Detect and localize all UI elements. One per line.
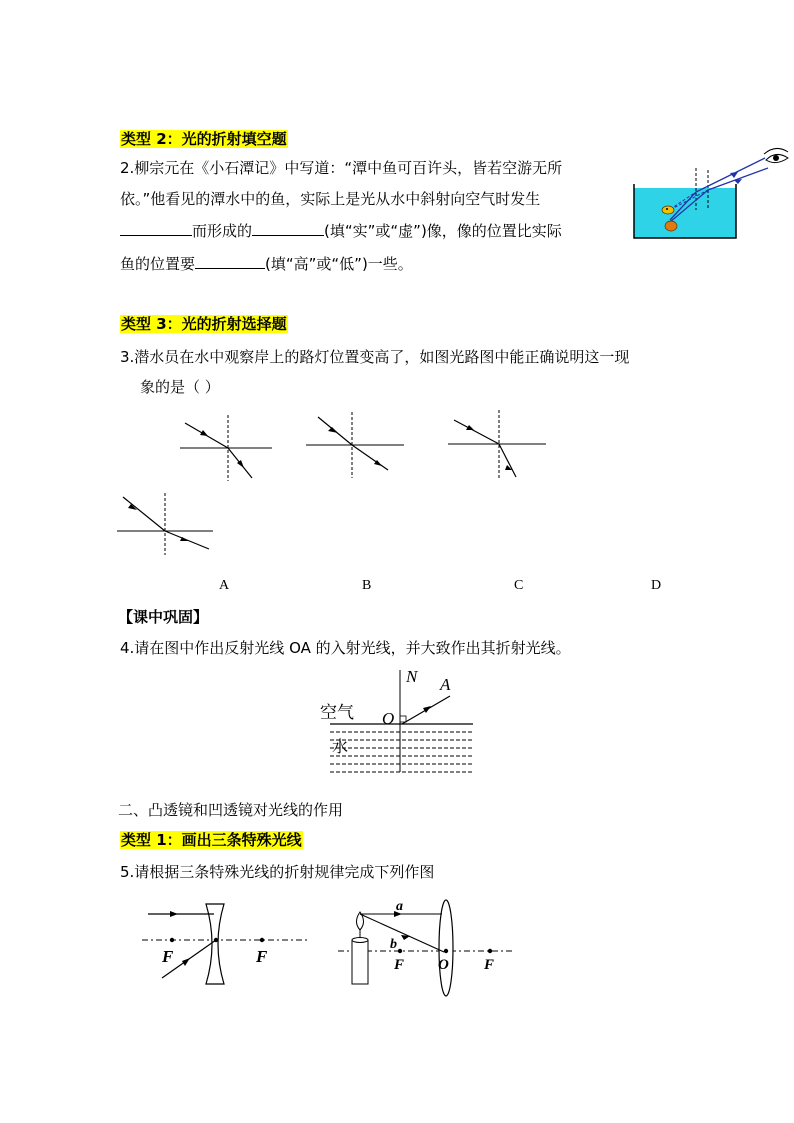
label-b: b: [390, 937, 397, 952]
type2-title: [120, 129, 288, 149]
type1-title: [120, 830, 303, 850]
q2-line1: 2.柳宗元在《小石潭记》中写道：“潭中鱼可百许头，皆若空游无所: [120, 159, 563, 177]
concave-lens-figure: [140, 900, 310, 990]
q2-line2: 依。”他看见的潭水中的鱼，实际上是光从水中斜射向空气时发生: [120, 190, 541, 208]
optical-center: [214, 938, 218, 942]
q2-line3: [120, 221, 562, 241]
incident-ray: [123, 497, 165, 531]
convex-lens-figure: [338, 896, 518, 1002]
label-f-right: F: [256, 947, 268, 966]
focal-point-right: [260, 938, 264, 942]
label-f-right: F: [484, 957, 495, 973]
option-d[interactable]: D: [651, 578, 662, 593]
label-n: N: [406, 667, 418, 686]
answer-blank-1[interactable]: [120, 221, 192, 236]
answer-blank-2[interactable]: [252, 221, 324, 236]
diagram-a: [178, 415, 274, 485]
diagram-b: [306, 412, 406, 480]
label-water: 水: [332, 737, 349, 756]
water-hatch: [330, 732, 473, 772]
incident-ray: [454, 420, 499, 444]
q3-line2: 象的是（ ）: [140, 378, 220, 396]
label-a: a: [396, 899, 403, 914]
arrow: [182, 958, 190, 966]
q4-text: 4.请在图中作出反射光线 OA 的入射光线，并大致作出其折射光线。: [120, 639, 571, 657]
diagram-c: [448, 410, 548, 480]
refracted-ray: [499, 444, 516, 477]
arrow: [328, 427, 338, 433]
q5-text: 5.请根据三条特殊光线的折射规律完成下列作图: [120, 863, 435, 881]
q2-line3-end: (填“实”或“虚”)像，像的位置比实际: [324, 222, 562, 240]
refracted-ray: [352, 445, 388, 470]
part2-heading: 二、凸透镜和凹透镜对光线的作用: [118, 801, 344, 819]
label-f-left: F: [394, 957, 405, 973]
q2-line4-end: (填“高”或“低”)一些。: [265, 255, 413, 273]
arrow: [423, 706, 431, 713]
option-b[interactable]: B: [362, 578, 372, 593]
type2-title-text: 类型 2：光的折射填空题: [121, 130, 287, 148]
focal-point-left: [170, 938, 174, 942]
type3-title: [120, 314, 288, 334]
eye-icon: [764, 148, 788, 162]
concave-lens: [206, 904, 224, 984]
consolidation-heading: 【课中巩固】: [118, 608, 209, 626]
option-a[interactable]: A: [219, 578, 230, 593]
label-o: O: [382, 709, 395, 728]
type1-title-text: 类型 1：画出三条特殊光线: [121, 831, 302, 849]
type3-title-text: 类型 3：光的折射选择题: [121, 315, 287, 333]
ray-b: [360, 914, 444, 952]
label-f-left: F: [162, 947, 174, 966]
focal-point-left: [398, 949, 402, 953]
q2-line4-start: 鱼的位置要: [120, 255, 196, 273]
ray-in-air-1: [696, 158, 765, 192]
q3-line1: 3.潜水员在水中观察岸上的路灯位置变高了，如图光路图中能正确说明这一现: [120, 348, 630, 366]
option-c[interactable]: C: [514, 578, 524, 593]
label-air: 空气: [320, 703, 354, 723]
water: [634, 188, 736, 238]
right-angle-mark: [400, 716, 406, 722]
reflection-figure: [318, 668, 478, 788]
label-o: O: [438, 957, 449, 973]
answer-blank-3[interactable]: [195, 254, 265, 269]
optical-center: [444, 949, 448, 953]
candle-icon: [352, 912, 368, 984]
label-a: A: [440, 675, 451, 694]
q2-line3-mid: 而形成的: [192, 222, 253, 240]
q2-line4: [120, 254, 413, 274]
fish-tank-figure: [630, 140, 790, 245]
arrow: [170, 911, 178, 917]
focal-point-right: [488, 949, 492, 953]
diagram-d: [117, 493, 215, 555]
